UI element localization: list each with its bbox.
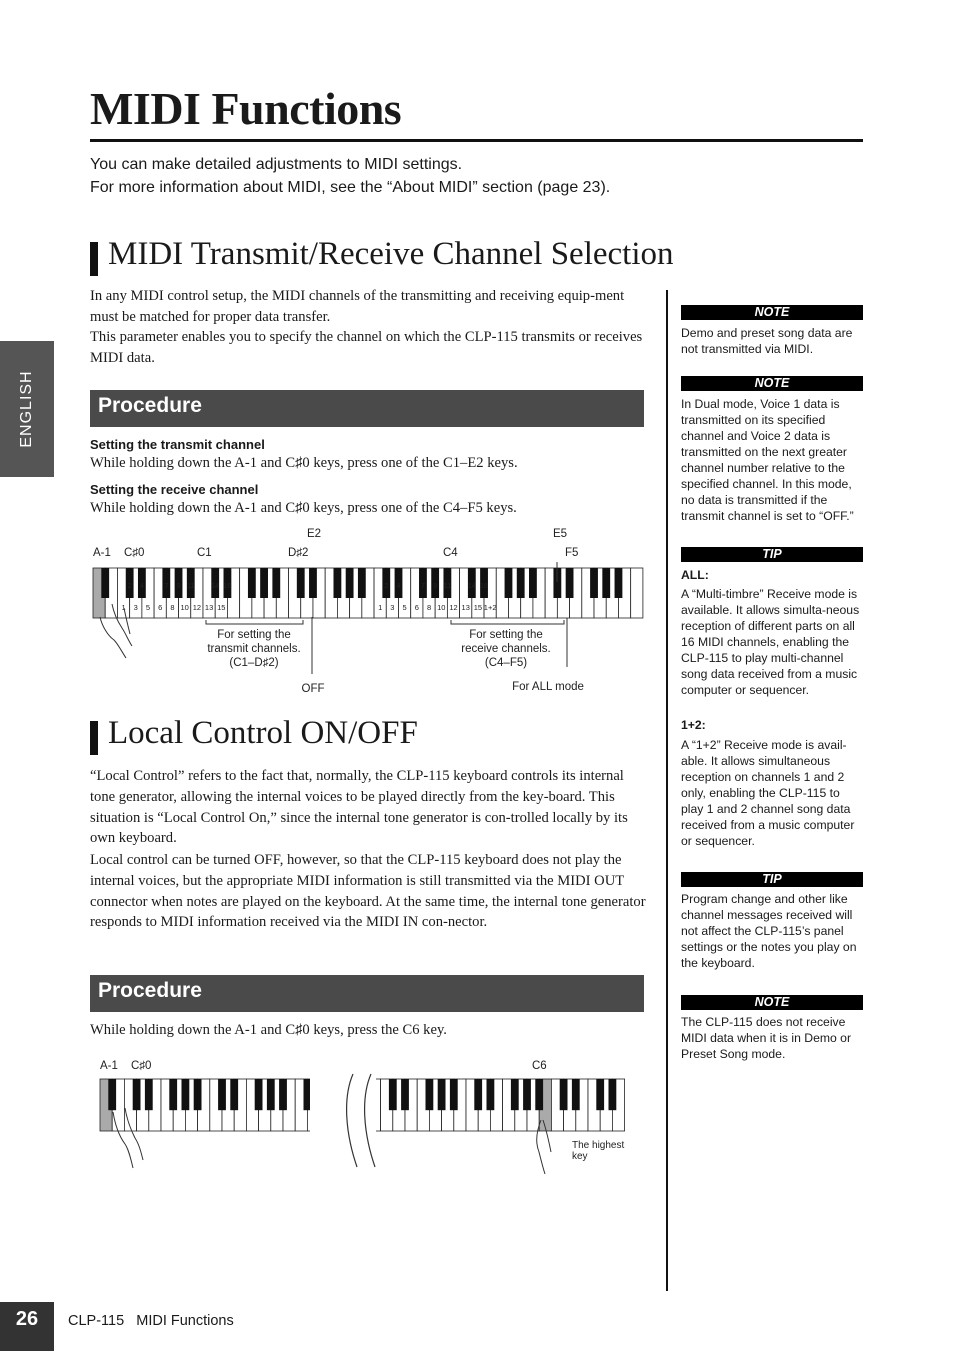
black-key	[438, 1079, 446, 1110]
section-heading-text: Local Control ON/OFF	[108, 715, 418, 751]
channel-number: 15	[217, 603, 226, 612]
footer-model: CLP-115	[68, 1313, 125, 1329]
black-key	[194, 1079, 202, 1110]
black-key	[602, 568, 610, 598]
black-key	[425, 1079, 433, 1110]
kb2-labels	[100, 1060, 547, 1072]
transmit-caption-3: (C1–D♯2)	[229, 657, 279, 669]
highest-key-label	[572, 1140, 624, 1162]
highest-key-2: key	[572, 1151, 588, 1162]
label-cs0: C♯0	[131, 1060, 152, 1072]
note-3-text: The CLP-115 does not receive MIDI data when it is in Demo or Preset Song mode.	[681, 1015, 852, 1061]
receive-caption-3: (C4–F5)	[484, 657, 528, 669]
label-c1: C1	[197, 547, 212, 559]
label-e5: E5	[553, 528, 568, 540]
black-key	[474, 1079, 482, 1110]
procedure-heading: Procedure	[98, 979, 202, 1002]
channel-number: 1+2	[483, 603, 497, 612]
label-c4: C4	[443, 547, 458, 559]
section1-paragraph-2: This parameter enables you to specify the channel on which the CLP-115 transmits or receives MIDI data.	[90, 329, 643, 366]
black-key	[572, 1079, 580, 1110]
note-2-text: In Dual mode, Voice 1 data is transmitted on its specified channel and Voice 2 data is transmitted on the next greater channel number relative to the specified channel. In this mode, no data is transmitted if the transmit channel is set to “OFF.”	[681, 397, 854, 523]
black-key	[218, 1079, 226, 1110]
black-key	[529, 568, 537, 598]
black-key	[596, 1079, 604, 1110]
section-marker	[90, 721, 98, 755]
channel-number: 4	[139, 581, 144, 590]
tip-all-heading: ALL:	[681, 568, 709, 582]
local-control-procedure-text: While holding down the A-1 and C♯0 keys, press the C6 key.	[90, 1022, 447, 1038]
section-marker	[90, 242, 98, 276]
black-key	[101, 568, 109, 598]
label-c6: C6	[532, 1060, 547, 1072]
channel-number: 8	[170, 603, 175, 612]
page-title: MIDI Functions	[90, 83, 402, 134]
channel-number: 12	[449, 603, 458, 612]
tip-label: TIP	[681, 547, 863, 562]
keyboard-diagram-local	[95, 1052, 640, 1177]
black-key	[108, 1079, 116, 1110]
label-a1: A-1	[93, 547, 111, 559]
channel-number: 14	[211, 581, 220, 590]
black-key	[309, 568, 317, 598]
black-key	[486, 1079, 494, 1110]
channel-number: 1	[121, 603, 126, 612]
channel-number: 7	[420, 581, 426, 590]
channel-number: 13	[461, 603, 470, 612]
black-key	[333, 568, 341, 598]
channel-number: 5	[145, 603, 151, 612]
channel-number: 4	[396, 581, 401, 590]
section2-paragraph-2: Local control can be turned OFF, however, so that the CLP-115 keyboard does not play the internal voices, but the appropriate MIDI information is still transmitted via the MIDI OUT connector when notes are played on the keyboard. At the same time, the internal tone generator responds to MIDI information received via the MIDI IN con-nector.	[90, 852, 646, 931]
language-tab	[0, 341, 54, 477]
note-label: NOTE	[681, 376, 863, 391]
keyboard-break	[310, 1072, 376, 1172]
language-tab-label: ENGLISH	[18, 370, 35, 448]
label-a1: A-1	[100, 1060, 118, 1072]
title-rule	[90, 139, 863, 142]
note-label: NOTE	[681, 305, 863, 320]
note-1-text: Demo and preset song data are not transmitted via MIDI.	[681, 326, 853, 356]
black-key	[590, 568, 598, 598]
channel-number: 14	[467, 581, 476, 590]
channel-number: 16	[223, 581, 232, 590]
channel-number: 7	[164, 581, 169, 590]
receive-channel-text: While holding down the A-1 and C♯0 keys, press one of the C4–F5 keys.	[90, 500, 517, 516]
label-e2: E2	[307, 528, 322, 540]
channel-number: 6	[414, 603, 419, 612]
channel-number: 3	[390, 603, 395, 612]
tip-2-text: Program change and other like channel messages received will not affect the CLP-115’s panel settings or the notes you play on the keyboard.	[681, 892, 857, 970]
section-heading-text: MIDI Transmit/Receive Channel Selection	[108, 236, 674, 272]
transmit-caption-2: transmit channels.	[207, 643, 301, 655]
black-key	[272, 568, 280, 598]
channel-number: 2	[127, 581, 132, 590]
tip-all-text: A “Multi-timbre” Receive mode is available. It allows simulta-neous reception of different parts on all 16 MIDI channels, enabling the CLP-115 to play multi-channel song data received from a music computer or sequencer.	[681, 587, 860, 697]
procedure-heading: Procedure	[98, 394, 202, 417]
black-key	[358, 568, 366, 598]
black-key	[608, 1079, 616, 1110]
highest-key-1: The highest	[572, 1140, 625, 1151]
all-mode-label: For ALL mode	[512, 681, 584, 693]
black-key	[511, 1079, 519, 1110]
tip-label: TIP	[681, 872, 863, 887]
kb1-keys	[93, 568, 643, 618]
note-label: NOTE	[681, 995, 863, 1010]
black-key	[566, 568, 574, 598]
footer	[68, 1313, 234, 1329]
tip-1plus2-text: A “1+2” Receive mode is avail-able. It allows simultaneous reception on channels 1 and 2 only, enabling the CLP-115 to play 1 and 2 channel song data received from a music computer or sequencer.	[681, 738, 855, 848]
black-key	[133, 1079, 141, 1110]
label-f5: F5	[565, 547, 579, 559]
black-key	[535, 1079, 543, 1110]
channel-number: 13	[204, 603, 214, 612]
channel-number: 2	[384, 581, 389, 590]
black-key	[260, 568, 268, 598]
white-key	[631, 568, 643, 618]
off-label: OFF	[301, 683, 325, 695]
black-key	[145, 1079, 153, 1110]
black-key	[169, 1079, 177, 1110]
transmit-caption-1: For setting the	[217, 629, 291, 641]
kb1-captions	[207, 629, 584, 695]
procedure-bar-2	[90, 975, 644, 1012]
receive-caption-1: For setting the	[469, 629, 543, 641]
keyboard-diagram-channel	[88, 522, 648, 702]
page-number: 26	[15, 1308, 39, 1330]
channel-number: 15	[473, 603, 483, 612]
footer-section: MIDI Functions	[136, 1313, 234, 1329]
kb1-labels	[93, 528, 578, 559]
channel-number: 1	[378, 603, 383, 612]
channel-number: 11	[443, 581, 452, 590]
transmit-channel-heading: Setting the transmit channel	[90, 437, 265, 452]
black-key	[181, 1079, 189, 1110]
tip-1plus2-heading: 1+2:	[681, 718, 706, 732]
black-key	[523, 1079, 531, 1110]
channel-number: 5	[402, 603, 407, 612]
channel-number: 9	[176, 581, 181, 590]
channel-number: 9	[433, 581, 438, 590]
label-ds2: D♯2	[288, 547, 309, 559]
channel-number: 11	[186, 581, 195, 590]
transmit-channel-text: While holding down the A-1 and C♯0 keys, press one of the C1–E2 keys.	[90, 455, 518, 471]
black-key	[230, 1079, 238, 1110]
channel-number: 16	[479, 581, 489, 590]
black-key	[248, 568, 256, 598]
receive-channel-heading: Setting the receive channel	[90, 482, 259, 497]
black-key	[505, 568, 513, 598]
channel-number: 6	[158, 603, 163, 612]
receive-caption-2: receive channels.	[461, 643, 551, 655]
black-key	[267, 1079, 275, 1110]
channel-number: 10	[437, 603, 446, 612]
section1-paragraph-1: In any MIDI control setup, the MIDI channels of the transmitting and receiving equip-ment must be matched for proper data transfer.	[90, 288, 625, 325]
intro-line-2: For more information about MIDI, see the “About MIDI” section (page 23).	[90, 179, 611, 196]
black-key	[450, 1079, 458, 1110]
black-key	[255, 1079, 263, 1110]
intro-line-1: You can make detailed adjustments to MIDI settings.	[90, 156, 463, 173]
section2-paragraph-1: “Local Control” refers to the fact that, normally, the CLP-115 keyboard controls its internal tone generator, allowing the internal voices to be played directly from the key-board. This situation is “Local Control On,” since the internal tone generator is con-trolled locally by its own keyboard.	[90, 768, 628, 847]
channel-number: 12	[192, 603, 202, 612]
column-rule	[666, 290, 668, 1291]
channel-number: 10	[180, 603, 189, 612]
black-key	[560, 1079, 568, 1110]
black-key	[346, 568, 354, 598]
channel-number: 8	[426, 603, 432, 612]
black-key	[401, 1079, 409, 1110]
black-key	[389, 1079, 397, 1110]
label-cs0: C♯0	[124, 547, 145, 559]
procedure-bar-1	[90, 390, 644, 427]
black-key	[517, 568, 525, 598]
black-key	[615, 568, 623, 598]
black-key	[297, 568, 305, 598]
black-key	[279, 1079, 287, 1110]
channel-number: 3	[133, 603, 138, 612]
